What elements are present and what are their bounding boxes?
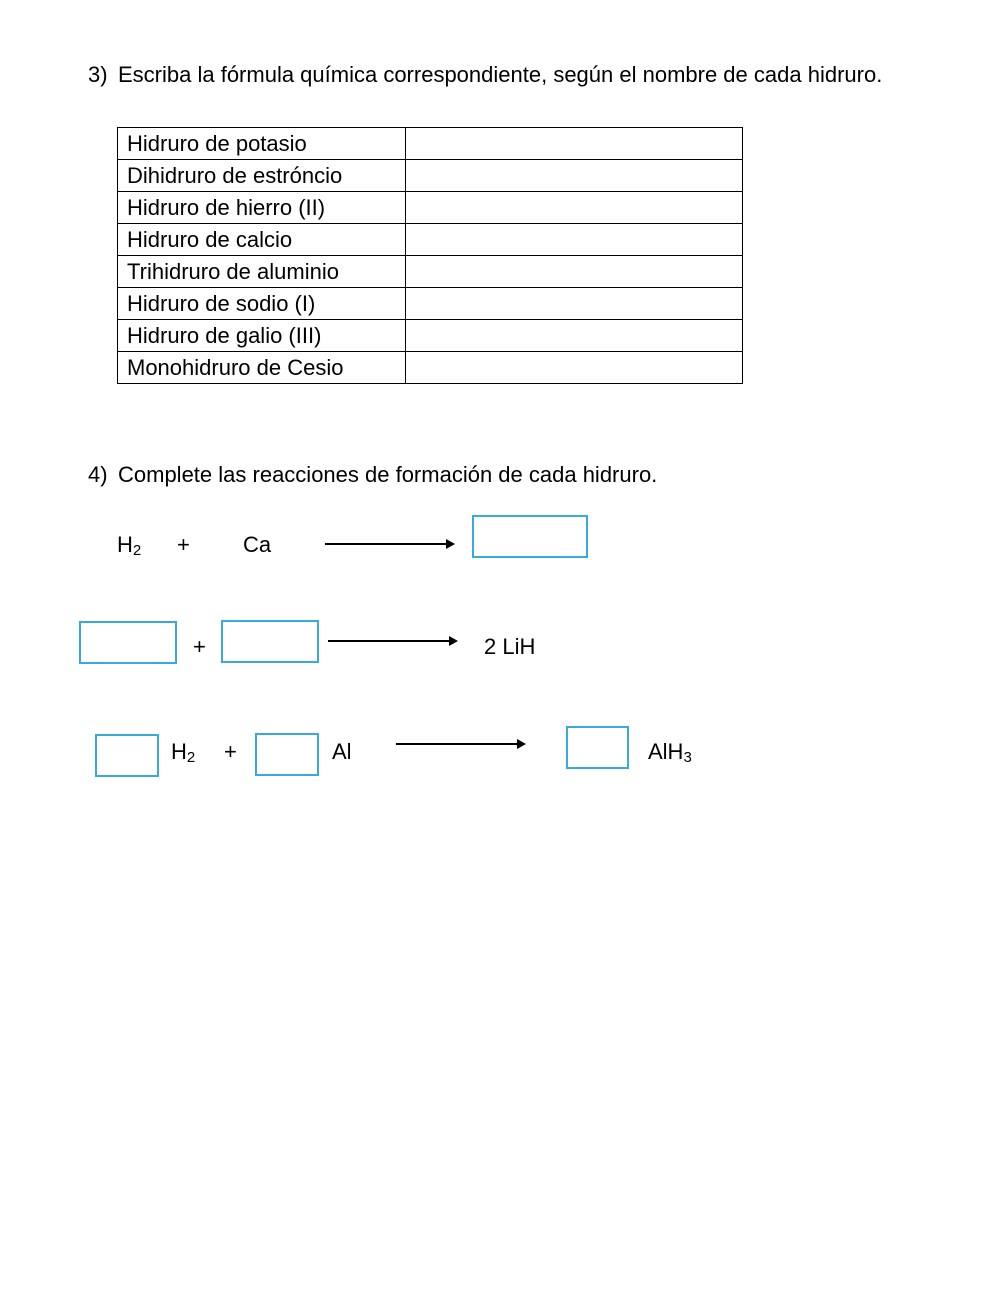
table-row bbox=[118, 288, 743, 320]
question-number: 4) bbox=[88, 462, 108, 487]
hydrogen-formula: $H_2$ bbox=[171, 739, 196, 766]
reaction-arrow bbox=[328, 640, 456, 642]
table-row bbox=[118, 352, 743, 384]
formula-input[interactable] bbox=[406, 352, 742, 383]
plus-sign: + bbox=[177, 532, 190, 557]
plus-sign: + bbox=[224, 739, 237, 764]
formula-input[interactable] bbox=[406, 192, 742, 223]
formula-cell[interactable] bbox=[406, 320, 743, 352]
table-row bbox=[118, 256, 743, 288]
hydride-name: Hidruro de hierro (II) bbox=[118, 192, 406, 224]
hydride-name: Hidruro de galio (III) bbox=[118, 320, 406, 352]
table-row bbox=[118, 128, 743, 160]
formula-input[interactable] bbox=[406, 160, 742, 191]
hydride-name: Trihidruro de aluminio bbox=[118, 256, 406, 288]
formula-input[interactable] bbox=[406, 128, 742, 159]
formula-input[interactable] bbox=[406, 256, 742, 287]
coefficient-2-answer-box[interactable] bbox=[255, 733, 319, 776]
table-row bbox=[118, 160, 743, 192]
table-row bbox=[118, 224, 743, 256]
hydrogen-formula: $H_2$ bbox=[117, 532, 142, 559]
plus-sign: + bbox=[193, 634, 206, 659]
metal-symbol: Al bbox=[332, 739, 352, 764]
formula-cell[interactable] bbox=[406, 160, 743, 192]
question-prompt: Complete las reacciones de formación de cada hidruro. bbox=[118, 462, 658, 487]
hydride-name: Monohidruro de Cesio bbox=[118, 352, 406, 384]
reactant-1-answer-box[interactable] bbox=[79, 621, 177, 664]
reactant-2-answer-box[interactable] bbox=[221, 620, 319, 663]
product-formula: AlH$_3$ bbox=[648, 739, 692, 766]
formula-cell[interactable] bbox=[406, 224, 743, 256]
hydride-name: Dihidruro de estróncio bbox=[118, 160, 406, 192]
product-formula: 2 LiH bbox=[484, 634, 536, 659]
hydride-name: Hidruro de calcio bbox=[118, 224, 406, 256]
metal-symbol: Ca bbox=[243, 532, 272, 557]
formula-input[interactable] bbox=[406, 224, 742, 255]
formula-input[interactable] bbox=[406, 288, 742, 319]
formula-cell[interactable] bbox=[406, 256, 743, 288]
coefficient-3-answer-box[interactable] bbox=[566, 726, 629, 769]
hydride-name: Hidruro de potasio bbox=[118, 128, 406, 160]
formula-cell[interactable] bbox=[406, 192, 743, 224]
hydride-table bbox=[117, 127, 743, 384]
hydride-name: Hidruro de sodio (I) bbox=[118, 288, 406, 320]
coefficient-1-answer-box[interactable] bbox=[95, 734, 159, 777]
reaction-arrow bbox=[396, 743, 524, 745]
table-row bbox=[118, 192, 743, 224]
question-prompt: Escriba la fórmula química correspondiente, según el nombre de cada hidruro. bbox=[118, 62, 883, 87]
formula-input[interactable] bbox=[406, 320, 742, 351]
formula-cell[interactable] bbox=[406, 128, 743, 160]
formula-cell[interactable] bbox=[406, 288, 743, 320]
table-row bbox=[118, 320, 743, 352]
reaction-arrow bbox=[325, 543, 453, 545]
question-number: 3) bbox=[88, 62, 108, 87]
formula-cell[interactable] bbox=[406, 352, 743, 384]
product-answer-box[interactable] bbox=[472, 515, 588, 558]
